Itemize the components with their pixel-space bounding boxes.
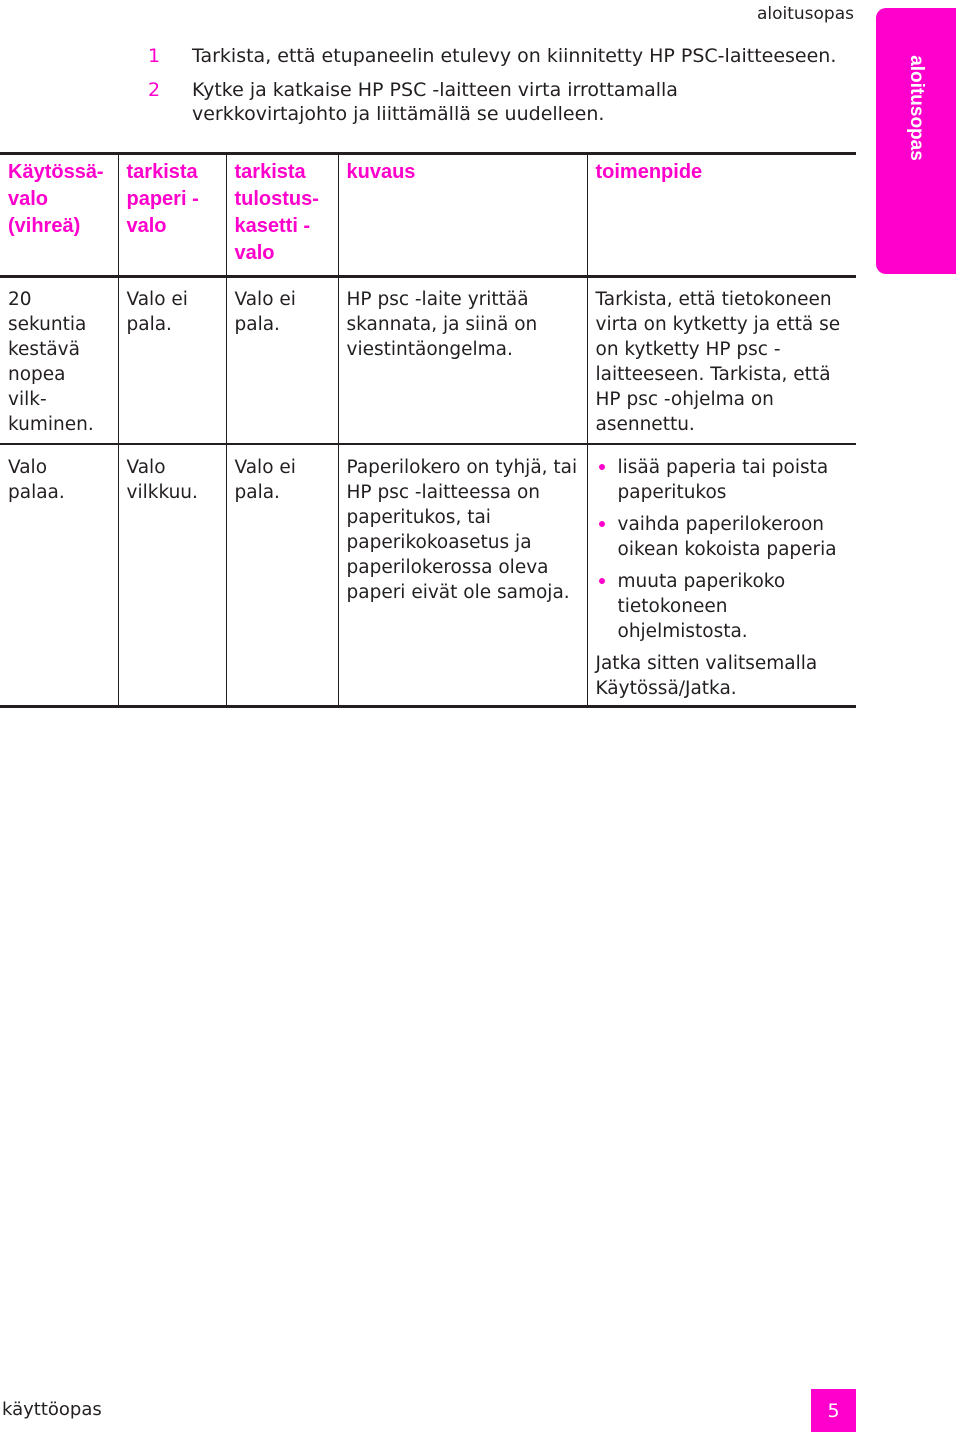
step-text: Tarkista, että etupaneelin etulevy on kiinnitetty HP PSC-laitteeseen. — [192, 45, 837, 67]
cell-on-light: Valo palaa. — [8, 457, 65, 503]
cell-action — [587, 444, 856, 707]
running-header: aloitusopas — [756, 4, 854, 24]
action-bullet-list — [596, 455, 849, 644]
cell-description: HP psc -laite yrittää skannata, ja siinä on viestintäongelma. — [338, 277, 587, 445]
header-cartridge-light: tarkista tulostus-kasetti -valo — [226, 154, 338, 277]
cell-on-light: 20 sekuntia kestävä nopea vilk-kuminen. — [0, 277, 118, 445]
table-header-row — [0, 154, 856, 277]
bullet-text: muuta paperikoko tietokoneen ohjelmistosta. — [617, 571, 786, 642]
bullet-text: lisää paperia tai poista paperitukos — [617, 457, 829, 503]
bullet-dot-icon — [599, 521, 605, 527]
step-number: 2 — [148, 79, 161, 101]
step-text: Kytke ja katkaise HP PSC -laitteen virta irrottamalla verkkovirtajohto ja liittämällä se uudelleen. — [192, 79, 678, 125]
table-row — [0, 444, 856, 707]
header-paper-light: tarkista paperi -valo — [118, 154, 226, 277]
section-tab — [876, 8, 956, 274]
action-followup: Jatka sitten valitsemalla Käytössä/Jatka. — [595, 653, 818, 699]
header-action: toimenpide — [587, 154, 856, 277]
cell-description: Paperilokero on tyhjä, tai HP psc -laitteessa on paperitukos, tai paperikokoasetus ja paperilokerossa oleva paperi eivät ole samoja. — [338, 444, 587, 707]
cell-paper-light: Valo vilkkuu. — [118, 444, 226, 707]
table-row — [0, 277, 856, 445]
bullet-dot-icon — [599, 464, 605, 470]
footer-title: käyttöopas — [2, 1399, 102, 1420]
step-number: 1 — [148, 45, 161, 67]
light-status-table — [0, 152, 856, 708]
bullet-dot-icon — [599, 578, 605, 584]
step-item — [148, 78, 838, 126]
cell-cartridge-light: Valo ei pala. — [226, 444, 338, 707]
cell-action: Tarkista, että tietokoneen virta on kytketty ja että se on kytketty HP psc -laitteeseen. Tarkista, että HP psc -ohjelma on asennettu. — [587, 277, 856, 445]
bullet-item — [596, 455, 849, 505]
bullet-item — [596, 512, 849, 562]
page-number: 5 — [811, 1389, 856, 1432]
bullet-item — [596, 569, 849, 644]
cell-cartridge-light: Valo ei pala. — [226, 277, 338, 445]
step-item — [148, 44, 838, 68]
cell-paper-light: Valo ei pala. — [118, 277, 226, 445]
header-description: kuvaus — [338, 154, 587, 277]
bullet-text: vaihda paperilokeroon oikean kokoista paperia — [617, 514, 837, 560]
steps-list — [148, 44, 838, 136]
header-on-light: Käytössä-valo (vihreä) — [0, 154, 118, 277]
section-tab-label: aloitusopas — [906, 55, 927, 161]
